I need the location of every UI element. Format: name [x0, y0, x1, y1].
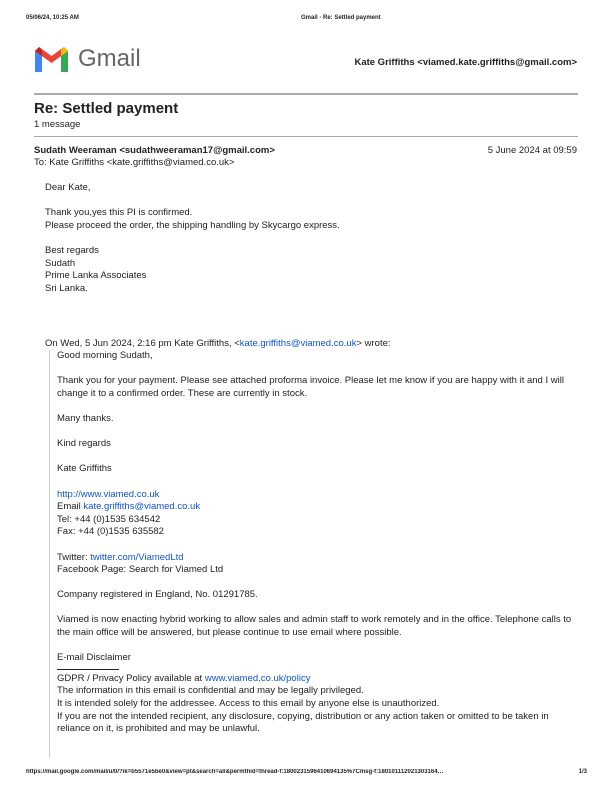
divider: [34, 93, 578, 95]
disclaimer-line: If you are not the intended recipient, any disclosure, copying, distribution or any action taken or omitted to be taken in reliance on it, is prohibited and may be unlawful.: [57, 710, 549, 735]
sender: Sudath Weeraman <sudathweeraman17@gmail.com>: [34, 145, 275, 156]
gmail-logo: [35, 45, 141, 77]
disclaimer-title: E-mail Disclaimer: [57, 652, 131, 664]
quote-greeting: Good morning Sudath,: [57, 350, 153, 361]
company-registration: Company registered in England, No. 01291785.: [57, 589, 258, 601]
body-line: Dear Kate,: [45, 182, 91, 193]
quoted-message: [49, 350, 579, 758]
hybrid-notice: Viamed is now enacting hybrid working to allow sales and admin staff to work remotely and in the office. Telephone calls to the main office will be answered, but please continue to use email where possible.: [57, 614, 572, 639]
disclaimer-line: It is intended solely for the addressee. Access to this email by anyone else is unauthorized.: [57, 698, 440, 710]
gdpr-text: GDPR / Privacy Policy available at: [57, 672, 205, 684]
signature-name: Kate Griffiths: [57, 463, 112, 475]
disclaimer-line: The information in this email is confidential and may be legally privileged.: [57, 685, 364, 697]
body-line: Best regards: [45, 244, 99, 256]
quote-email-link[interactable]: kate.griffiths@viamed.co.uk: [239, 338, 357, 349]
body-line: Thank you,yes this PI is confirmed.: [45, 207, 193, 219]
fax: Fax: +44 (0)1535 635582: [57, 526, 164, 538]
quote-intro-end: > wrote:: [356, 338, 391, 349]
tel: Tel: +44 (0)1535 634542: [57, 513, 161, 525]
twitter-label: Twitter:: [57, 551, 91, 563]
facebook: Facebook Page: Search for Viamed Ltd: [57, 564, 224, 576]
print-datetime: 05/06/24, 10:25 AM: [26, 15, 79, 21]
body-line: Please proceed the order, the shipping handling by Skycargo express.: [45, 219, 340, 231]
message-body: [45, 182, 575, 295]
email-label: Email: [57, 501, 84, 513]
policy-link[interactable]: www.viamed.co.uk/policy: [204, 672, 311, 684]
recipient: To: Kate Griffiths <kate.griffiths@viamed.co.uk>: [34, 157, 235, 168]
quote-paragraph: Thank you for your payment. Please see attached proforma invoice. Please let me know if you are happy with it and I will change it to a confirmed order. These are currently in stock.: [57, 375, 564, 399]
gmail-m-icon: [35, 47, 68, 72]
print-title: Gmail - Re: Settled payment: [301, 15, 381, 21]
quote-intro-text: On Wed, 5 Jun 2024, 2:16 pm Kate Griffiths, <: [45, 338, 240, 349]
disclaimer-rule: [57, 669, 119, 670]
quote-regards: Kind regards: [57, 438, 111, 450]
message-count: 1 message: [34, 119, 81, 130]
account-identity: Kate Griffiths <viamed.kate.griffiths@gmail.com>: [354, 57, 577, 68]
body-line: Prime Lanka Associates: [45, 270, 147, 282]
message-date: 5 June 2024 at 09:59: [487, 145, 577, 156]
divider: [34, 136, 578, 137]
website-link[interactable]: http://www.viamed.co.uk: [57, 488, 160, 500]
body-line: Sri Lanka.: [45, 282, 88, 294]
quote-thanks: Many thanks.: [57, 412, 114, 424]
twitter-link[interactable]: twitter.com/ViamedLtd: [90, 551, 184, 563]
quote-intro: [45, 338, 391, 351]
body-line: Sudath: [45, 257, 76, 269]
email-link[interactable]: kate.griffiths@viamed.co.uk: [83, 501, 201, 513]
thread-subject: Re: Settled payment: [34, 100, 179, 117]
page-number: 1/3: [578, 769, 587, 775]
print-url: https://mail.google.com/mail/u/0/?ik=b5571e5be0&view=pt&search=all&permthid=thread-f:1800231596410694135%7Cmsg-f:180101112021303164…: [26, 769, 444, 775]
gmail-wordmark: Gmail: [78, 45, 141, 72]
